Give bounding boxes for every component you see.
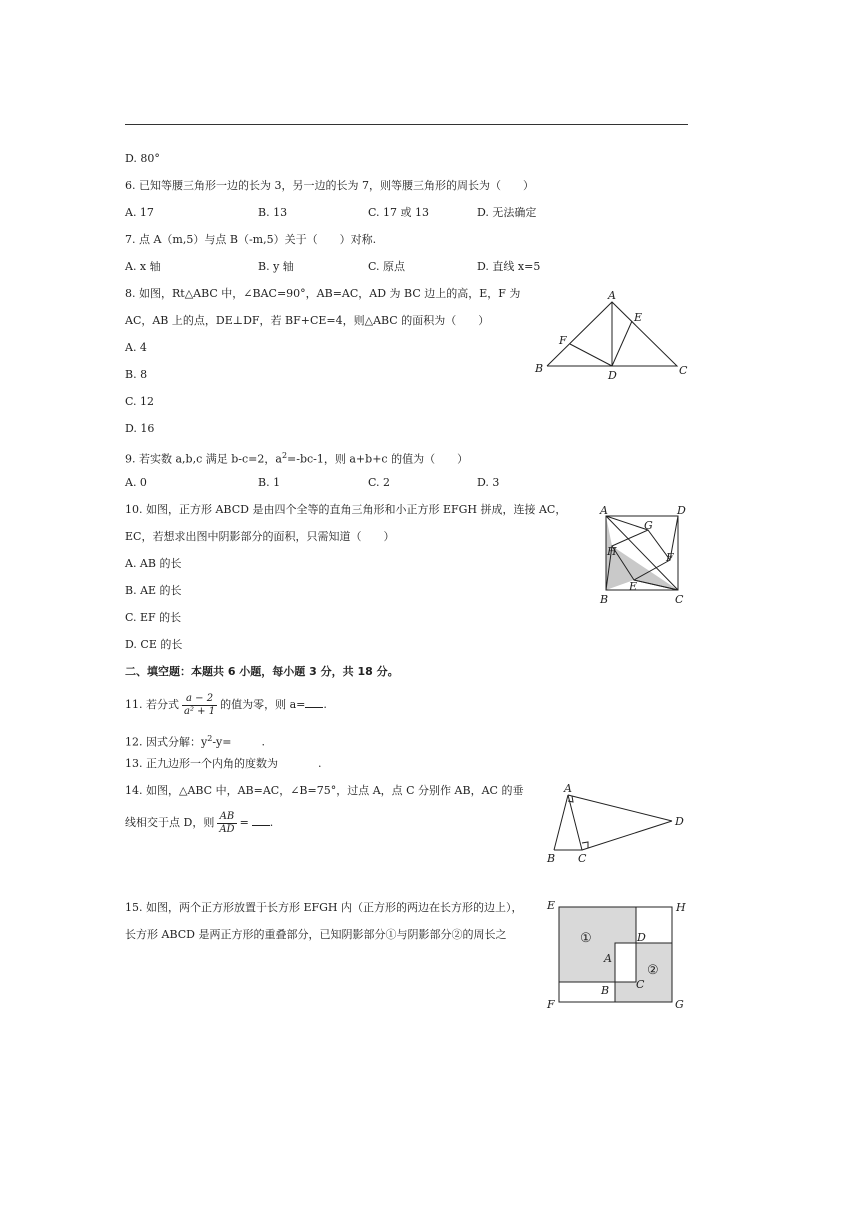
q10-label-b: B — [600, 593, 609, 606]
q15-label-a: A — [604, 952, 612, 965]
q6-option-c: C. 17 或 13 — [368, 206, 430, 219]
q8-label-e: E — [634, 311, 643, 324]
q8-option-a: A. 4 — [125, 341, 147, 354]
q10-option-b: B. AE 的长 — [125, 584, 182, 597]
q11-suffix: 的值为零，则 a= — [220, 698, 306, 711]
q6-option-d: D. 无法确定 — [477, 206, 537, 219]
q8-label-b: B — [535, 362, 544, 375]
q15-label-b: B — [601, 984, 610, 997]
q15-stem-line1: 15. 如图，两个正方形放置于长方形 EFGH 内（正方形的两边在长方形的边上）， — [125, 901, 523, 914]
q10-figure — [596, 502, 692, 608]
q10-stem-line1: 10. 如图，正方形 ABCD 是由四个全等的直角三角形和小正方形 EFGH 拼成，连接 AC， — [125, 503, 567, 516]
q11-end: . — [323, 698, 327, 711]
q14-label-c: C — [578, 852, 587, 865]
q9-superscript: 2 — [281, 451, 288, 460]
q14-end: . — [269, 816, 274, 829]
q10-option-d: D. CE 的长 — [125, 638, 183, 651]
q14-numerator: AB — [217, 811, 236, 824]
q14-figure — [542, 780, 692, 866]
section2-heading: 二、填空题：本题共 6 小题，每小题 3 分，共 18 分。 — [125, 665, 399, 678]
q9-stem — [125, 449, 468, 467]
q8-label-a: A — [608, 289, 616, 302]
q14-triangle-abc — [554, 795, 582, 850]
q5-option-d: D. 80° — [125, 152, 160, 165]
q14-right-angle-c — [582, 842, 588, 848]
q8-option-d: D. 16 — [125, 422, 155, 435]
q11-denominator: a² + 1 — [184, 705, 216, 717]
q6-stem: 6. 已知等腰三角形一边的长为 3，另一边的长为 7，则等腰三角形的周长为（ ） — [125, 179, 534, 192]
q7-option-a: A. x 轴 — [125, 260, 161, 273]
q14-denominator: AD — [219, 823, 235, 835]
q15-stem-line2: 长方形 ABCD 是两正方形的重叠部分，已知阴影部分①与阴影部分②的周长之 — [125, 928, 507, 941]
q12-end: . — [261, 735, 265, 749]
q8-figure — [530, 286, 692, 382]
q13-prefix: 13. 正九边形一个内角的度数为 — [125, 757, 278, 770]
q11-stem — [125, 692, 327, 718]
q14-segment-cd — [582, 821, 672, 850]
q8-label-d: D — [608, 369, 617, 382]
q9-stem-a: 9. 若实数 a,b,c 满足 b-c=2，a — [125, 452, 282, 466]
q8-segment-de — [612, 321, 632, 366]
q6-option-b: B. 13 — [258, 206, 288, 219]
q15-label-region-1: ① — [580, 931, 592, 946]
q10-label-e: E — [629, 580, 638, 593]
q10-stem-line2: EC，若想求出图中阴影部分的面积，只需知道（ ） — [125, 530, 395, 543]
q7-stem: 7. 点 A（m,5）与点 B（-m,5）关于（ ）对称. — [125, 233, 377, 246]
q13-end: . — [318, 757, 322, 770]
q14-stem-line2 — [125, 808, 273, 838]
q14-fraction — [217, 811, 236, 836]
q14-equals: = — [239, 816, 249, 829]
q12-prefix: 12. 因式分解：y — [125, 735, 208, 749]
q15-label-f: F — [547, 998, 555, 1011]
q15-label-h: H — [676, 901, 686, 914]
q15-label-c: C — [636, 978, 645, 991]
q14-stem-line1: 14. 如图，△ABC 中，AB=AC，∠B=75°，过点 A，点 C 分别作 AB，AC 的垂 — [125, 784, 524, 797]
q10-label-c: C — [675, 593, 684, 606]
q12-stem — [125, 732, 265, 750]
q7-option-c: C. 原点 — [368, 260, 406, 273]
q12-suffix: -y= — [212, 735, 232, 749]
q9-option-a: A. 0 — [125, 476, 147, 489]
q15-label-g: G — [675, 998, 684, 1011]
q11-numerator: a − 2 — [182, 693, 217, 706]
q9-option-b: B. 1 — [258, 476, 281, 489]
q10-option-c: C. EF 的长 — [125, 611, 182, 624]
q10-label-h: H — [607, 545, 617, 558]
q8-label-c: C — [679, 364, 688, 377]
q8-stem-line2: AC，AB 上的点，DE⊥DF，若 BF+CE=4，则△ABC 的面积为（ ） — [125, 314, 490, 327]
q9-option-d: D. 3 — [477, 476, 500, 489]
q15-label-d: D — [637, 931, 646, 944]
q7-option-d: D. 直线 x=5 — [477, 260, 541, 273]
q8-stem-line1: 8. 如图，Rt△ABC 中，∠BAC=90°，AB=AC，AD 为 BC 边上的高，E，F 为 — [125, 287, 521, 300]
q8-option-b: B. 8 — [125, 368, 148, 381]
q8-option-c: C. 12 — [125, 395, 155, 408]
q8-label-f: F — [559, 334, 567, 347]
header-rule — [125, 124, 688, 125]
q15-label-e: E — [547, 899, 556, 912]
q14-segment-ad — [568, 795, 672, 821]
q12-superscript: 2 — [207, 734, 213, 743]
q7-option-b: B. y 轴 — [258, 260, 294, 273]
q10-option-a: A. AB 的长 — [125, 557, 182, 570]
q10-label-d: D — [677, 504, 686, 517]
q14-prefix: 线相交于点 D，则 — [125, 816, 215, 829]
q9-stem-b: =-bc-1，则 a+b+c 的值为（ ） — [287, 452, 469, 466]
q14-label-a: A — [564, 782, 572, 795]
q14-label-d: D — [675, 815, 684, 828]
q15-label-region-2: ② — [647, 963, 659, 978]
q10-label-a: A — [600, 504, 608, 517]
q9-option-c: C. 2 — [368, 476, 391, 489]
q14-answer-blank[interactable] — [252, 815, 270, 826]
q15-overlap-abcd — [615, 943, 636, 982]
q15-figure — [544, 896, 690, 1012]
q8-segment-df — [570, 344, 612, 366]
q11-fraction — [182, 693, 217, 718]
q10-label-f: F — [666, 551, 674, 564]
q11-answer-blank[interactable] — [305, 697, 323, 708]
q13-stem — [125, 757, 322, 771]
q6-option-a: A. 17 — [125, 206, 154, 219]
q10-label-g: G — [644, 519, 653, 532]
q14-label-b: B — [547, 852, 556, 865]
q11-prefix: 11. 若分式 — [125, 698, 179, 711]
